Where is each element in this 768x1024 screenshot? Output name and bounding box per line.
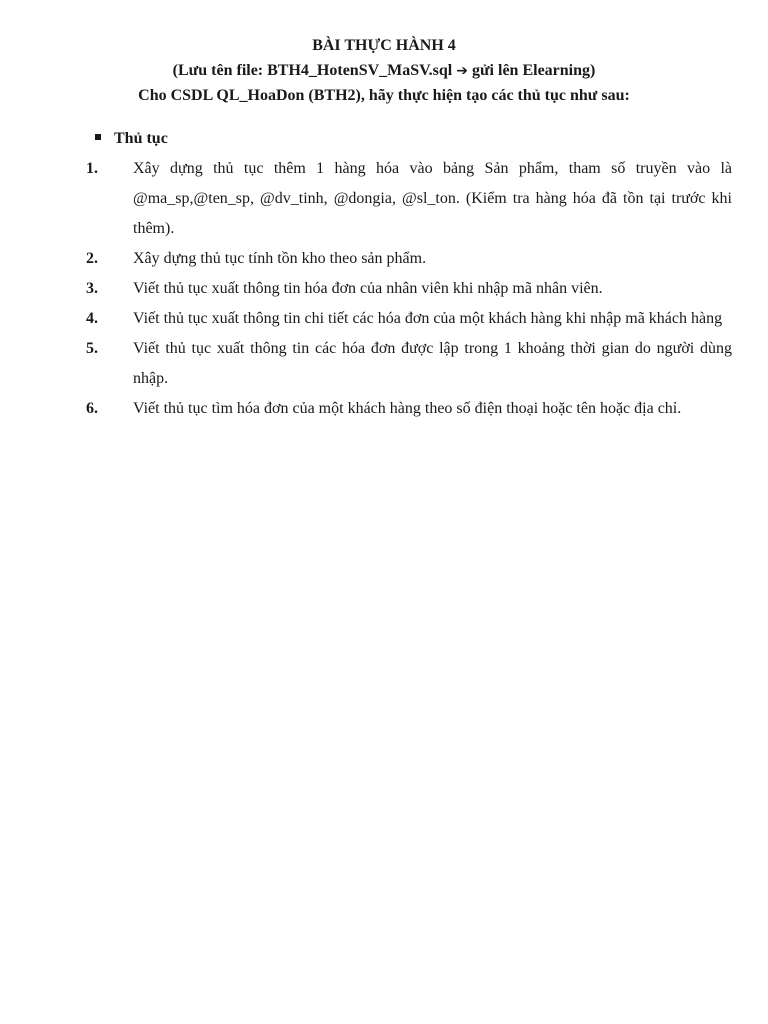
list-item-number: 4. — [86, 310, 98, 327]
list-item — [86, 394, 732, 424]
list-item-number: 2. — [86, 250, 98, 267]
list-item — [86, 334, 732, 394]
list-item-text: Viết thủ tục tìm hóa đơn của một khách hàng theo số điện thoại hoặc tên hoặc địa chỉ. — [133, 400, 682, 417]
list-item-text: Viết thủ tục xuất thông tin các hóa đơn được lập trong 1 khoảng thời gian do người dùng nhập. — [133, 340, 732, 387]
list-item-number: 1. — [86, 160, 98, 177]
task-list — [86, 154, 732, 424]
list-item — [86, 304, 732, 334]
list-item-text: Xây dựng thủ tục thêm 1 hàng hóa vào bảng Sản phẩm, tham số truyền vào là @ma_sp,@ten_sp, @dv_tinh, @dongia, @sl_ton. (Kiểm tra hàng hóa đã tồn tại trước khi thêm). — [133, 160, 732, 237]
list-item — [86, 154, 732, 244]
file-naming-note — [0, 58, 768, 83]
right-arrow-icon: ➔ — [456, 63, 468, 79]
list-item-number: 5. — [86, 340, 98, 357]
section-heading — [95, 126, 168, 152]
list-item-number: 3. — [86, 280, 98, 297]
list-item-text: Viết thủ tục xuất thông tin chi tiết các hóa đơn của một khách hàng khi nhập mã khách hàng — [133, 310, 723, 327]
list-item-text: Xây dựng thủ tục tính tồn kho theo sản phẩm. — [133, 250, 427, 267]
section-heading-label: Thủ tục — [114, 130, 168, 147]
list-item — [86, 274, 732, 304]
assignment-instruction: Cho CSDL QL_HoaDon (BTH2), hãy thực hiện tạo các thủ tục như sau: — [138, 87, 630, 104]
file-naming-suffix: gửi lên Elearning) — [471, 62, 596, 79]
square-bullet-icon — [95, 134, 101, 140]
list-item — [86, 244, 732, 274]
document-header — [0, 33, 768, 108]
file-naming-prefix: (Lưu tên file: BTH4_HotenSV_MaSV.sql — [172, 62, 453, 79]
list-item-text: Viết thủ tục xuất thông tin hóa đơn của nhân viên khi nhập mã nhân viên. — [133, 280, 603, 297]
page-title: BÀI THỰC HÀNH 4 — [312, 37, 456, 54]
list-item-number: 6. — [86, 400, 98, 417]
